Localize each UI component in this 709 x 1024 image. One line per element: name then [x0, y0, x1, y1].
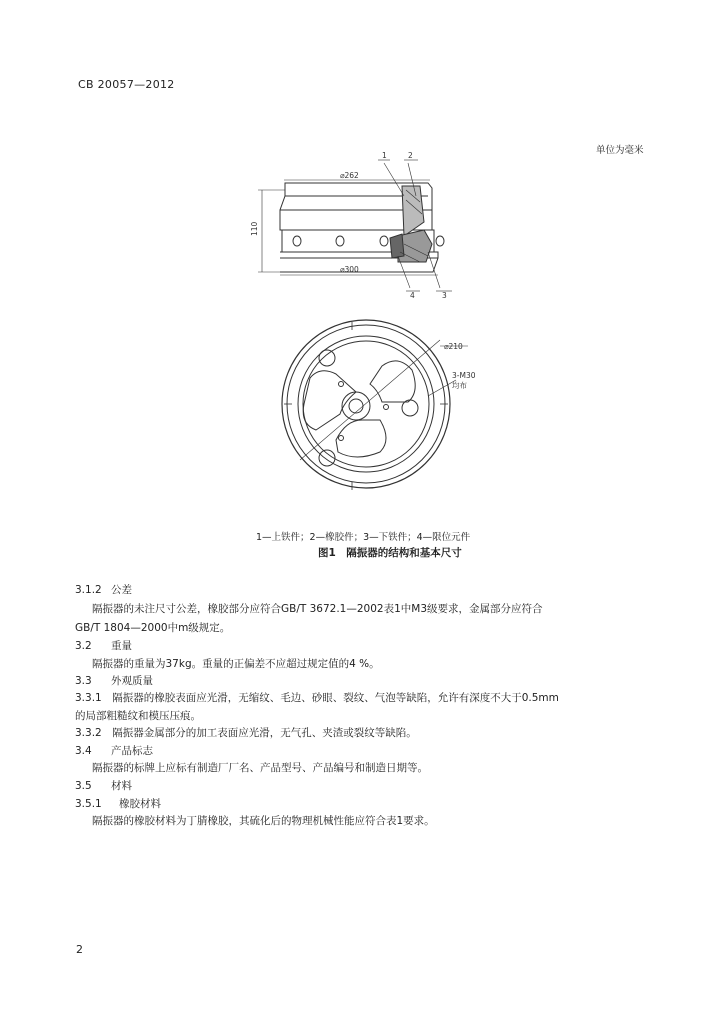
paragraph: 隔振器的标牌上应标有制造厂厂名、产品型号、产品编号和制造日期等。: [92, 762, 428, 774]
dim-holes-note: 均布: [452, 381, 467, 390]
page-number: 2: [76, 943, 83, 956]
section-title: 重量: [111, 640, 132, 652]
dim-h110: 110: [250, 221, 259, 236]
section-title: 公差: [111, 584, 132, 596]
section-3-5-1-heading: [75, 796, 161, 811]
label-1: 1: [382, 151, 387, 160]
section-title: 产品标志: [111, 745, 153, 757]
paragraph: 隔振器的橡胶材料为丁腈橡胶，其硫化后的物理机械性能应符合表1要求。: [92, 815, 435, 827]
section-number: 3.4: [75, 745, 92, 757]
figure-title: 图1 隔振器的结构和基本尺寸: [318, 547, 462, 559]
section-3-2-heading: [75, 638, 132, 653]
section-3-4-heading: [75, 743, 153, 758]
label-3: 3: [442, 291, 447, 300]
section-title: 外观质量: [111, 675, 153, 687]
section-3-1-2-heading: [75, 582, 132, 597]
dim-d300: ⌀300: [340, 265, 359, 274]
label-4: 4: [410, 291, 415, 300]
section-number: 3.5.1: [75, 798, 102, 810]
dim-d210: ⌀210: [444, 342, 463, 351]
paragraph: 3.3.1 隔振器的橡胶表面应光滑，无缩纹、毛边、砂眼、裂纹、气泡等缺陷，允许有深度不大于0.5mm: [75, 692, 559, 704]
section-title: 材料: [111, 780, 132, 792]
dim-d262: ⌀262: [340, 171, 359, 180]
unit-note: 单位为毫米: [596, 145, 644, 156]
label-2: 2: [408, 151, 413, 160]
paragraph: 隔振器的未注尺寸公差，橡胶部分应符合GB/T 3672.1—2002表1中M3级要求，金属部分应符合: [92, 603, 543, 615]
paragraph: 隔振器的重量为37kg。重量的正偏差不应超过规定值的4 %。: [92, 658, 380, 670]
section-number: 3.2: [75, 640, 92, 652]
section-title: 橡胶材料: [119, 798, 161, 810]
paragraph: 3.3.2 隔振器金属部分的加工表面应光滑，无气孔、夹渣或裂纹等缺陷。: [75, 727, 417, 739]
section-number: 3.5: [75, 780, 92, 792]
section-number: 3.3: [75, 675, 92, 687]
section-number: 3.1.2: [75, 584, 102, 596]
section-3-5-heading: [75, 778, 132, 793]
section-3-3-heading: [75, 673, 153, 688]
dim-holes: 3-M30: [452, 371, 476, 380]
standard-code: CB 20057—2012: [78, 78, 175, 91]
paragraph: GB/T 1804—2000中m级规定。: [75, 622, 231, 634]
paragraph: 的局部粗糙纹和模压压痕。: [75, 710, 201, 722]
figure-legend: 1—上铁件；2—橡胶件；3—下铁件；4—限位元件: [256, 532, 471, 543]
plan-view: [282, 320, 468, 490]
